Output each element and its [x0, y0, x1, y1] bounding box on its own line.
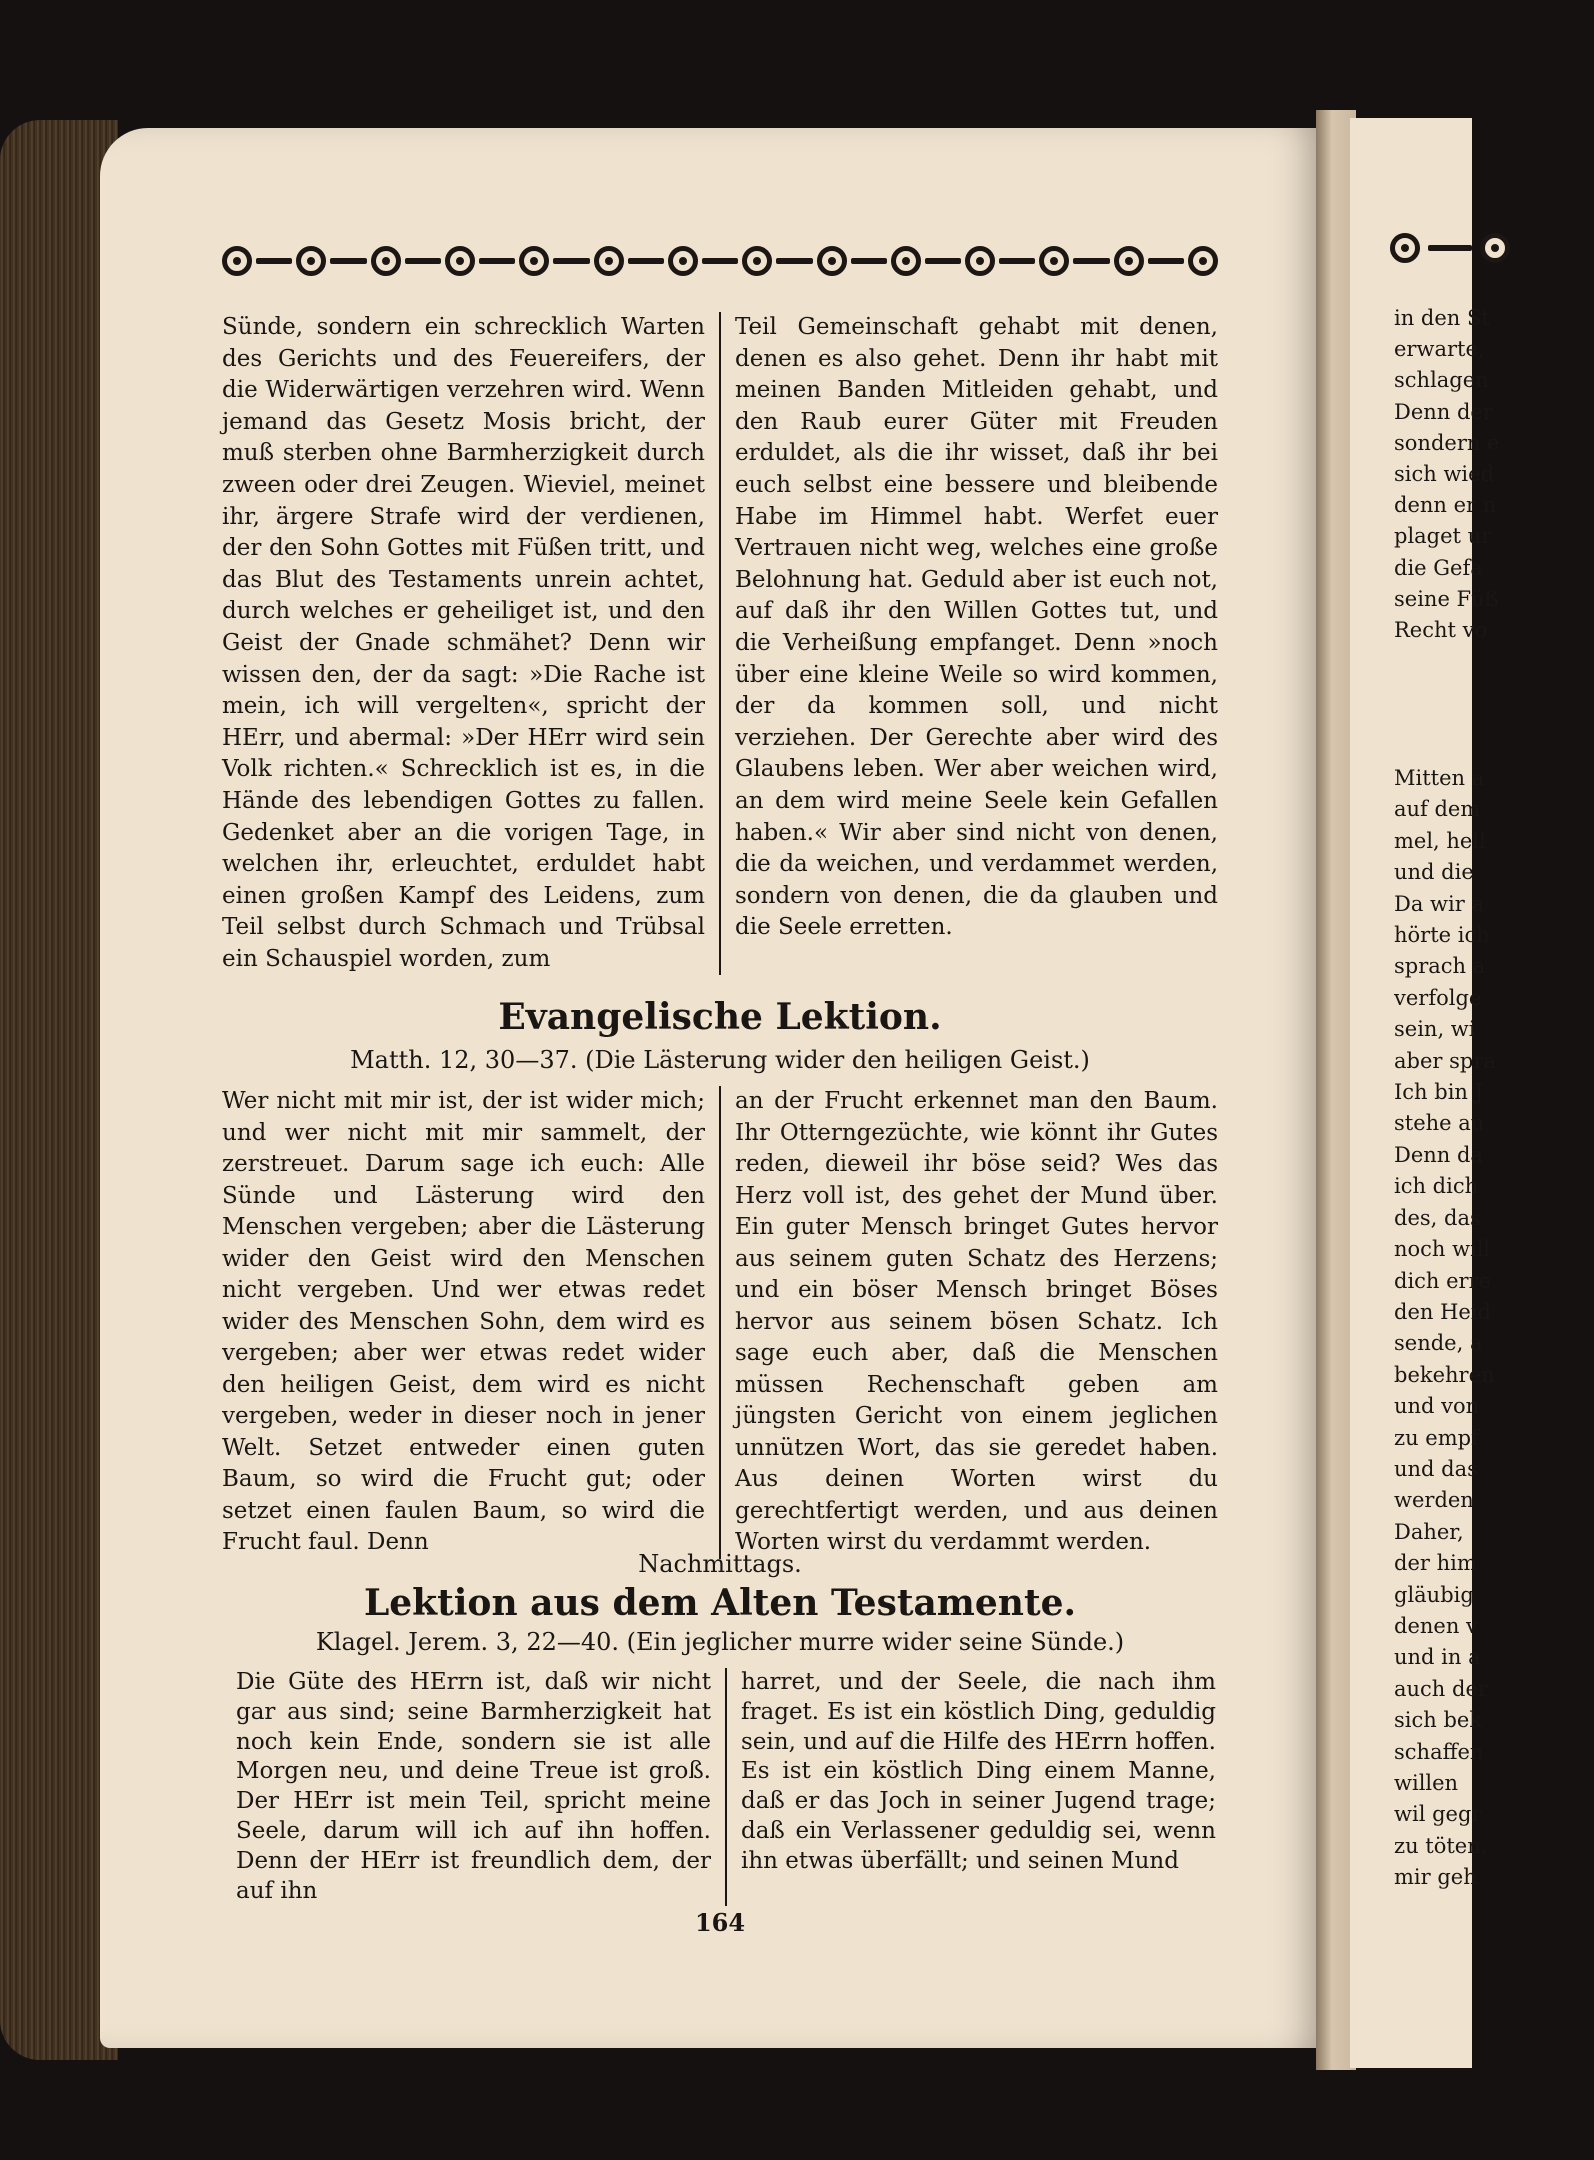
right-page-line: wil gegr [1394, 1802, 1482, 1827]
ornament-ring-icon [594, 246, 624, 276]
ot-text [236, 1668, 1216, 1906]
right-page-line: schaffen [1394, 1739, 1484, 1764]
ot-left-column [236, 1668, 711, 1906]
right-page-line: Denn der [1394, 399, 1493, 424]
right-page-line: erwarte, [1394, 337, 1485, 362]
column-rule [719, 1086, 721, 1559]
right-page-line: Denn da [1394, 1142, 1483, 1167]
gospel-left-column [222, 1086, 705, 1559]
right-page-line: ich dich [1394, 1174, 1479, 1199]
right-page-line: und das [1394, 1456, 1478, 1481]
right-page-line: Mitten a [1394, 766, 1485, 790]
right-page-line: werden [1394, 1488, 1474, 1513]
right-page-line: zu töten, [1394, 1833, 1488, 1858]
ot-left-text: Die Güte des HErrn ist, daß wir nicht gar aus sind; seine Barmherzigkeit hat noch kein Ende, sondern sie ist alle Morgen neu, und deine Treue ist groß. Der HErr ist mein Teil, spricht meine Seele, darum will ich auf ihn hoffen. Denn der HErr ist freundlich dem, der auf ihn [236, 1669, 711, 1904]
right-page-line: sende, a [1394, 1331, 1483, 1356]
right-page-line: sprach a [1394, 954, 1486, 979]
column-rule [719, 312, 721, 975]
right-page-line: des, das [1394, 1205, 1481, 1230]
ot-reference: Klagel. Jerem. 3, 22—40. (Ein jeglicher murre wider seine Sünde.) [315, 1628, 1125, 1656]
ornament-bar [1148, 258, 1184, 264]
ornament-ring-icon [222, 246, 252, 276]
section-1-left-column [222, 312, 705, 975]
right-page-line: mel, hell [1394, 828, 1486, 853]
right-page-line: Da wir a [1394, 891, 1484, 916]
right-page-line: die Gefa [1394, 555, 1483, 580]
right-page-line: mir geh [1394, 1865, 1477, 1890]
right-page-ornament [1390, 233, 1510, 263]
ornament-bar [851, 258, 887, 264]
right-page-partial [1350, 118, 1500, 2068]
ornament-ring-icon [1114, 246, 1144, 276]
ornament-bar [553, 258, 589, 264]
ot-subtitle: Nachmittags. [638, 1550, 802, 1578]
page-number: 164 [694, 1908, 746, 1937]
right-page-line: der him [1394, 1551, 1477, 1576]
right-page-line: sich bek [1394, 1708, 1483, 1733]
ornament-bar [776, 258, 812, 264]
ornament-bar [925, 258, 961, 264]
section-1-text [222, 312, 1218, 975]
right-page-line: sein, wi [1394, 1017, 1476, 1042]
ornament-ring-icon [1039, 246, 1069, 276]
right-page-line: und die [1394, 860, 1474, 885]
right-page-line: hörte ich [1394, 923, 1490, 948]
right-page-line: seine Füß [1394, 586, 1499, 611]
gospel-reference: Matth. 12, 30—37. (Die Lästerung wider den heiligen Geist.) [350, 1046, 1090, 1074]
ornament-ring-icon [1480, 233, 1510, 263]
right-page-line: noch will [1394, 1237, 1491, 1262]
ornament-bar [1428, 245, 1472, 251]
section-1-left-text: Sünde, sondern ein schrecklich Warten des Gerichts und des Feuereifers, der die Widerwärtigen verzehren wird. Wenn jemand das Gesetz Mosis bricht, der muß sterben ohne Barmherzigkeit durch zween oder drei Zeugen. Wieviel, meinet ihr, ärgere Strafe wird der verdienen, der den Sohn Gottes mit Füßen tritt, und das Blut des Testaments unrein achtet, durch welches er geheiliget ist, und den Geist der Gnade schmähet? Denn wir wissen den, der da sagt: »Die Rache ist mein, ich will vergelten«, spricht der HErr, und abermal: »Der HErr wird sein Volk richten.« Schrecklich ist es, in die Hände des lebendigen Gottes zu fallen. Gedenket aber an die vorigen Tage, in welchen ihr, erleuchtet, erduldet habt einen großen Kampf des Leidens, zum Teil selbst durch Schmach und Trübsal ein Schauspiel worden, zum [222, 314, 705, 972]
ornament-ring-icon [296, 246, 326, 276]
ornament-ring-icon [891, 246, 921, 276]
ornament-ring-icon [965, 246, 995, 276]
right-page-line: auf dem [1394, 797, 1481, 822]
right-page-line: schlagen [1394, 368, 1489, 393]
section-1-right-text: Teil Gemeinschaft gehabt mit denen, denen es also gehet. Denn ihr habt mit meinen Banden Mitleiden gehabt, und den Raub eurer Güter mit Freuden erduldet, als die ihr wisset, daß ihr bei euch selbst eine bessere und bleibende Habe im Himmel habt. Werfet euer Vertrauen nicht weg, welches eine große Belohnung hat. Geduld aber ist euch not, auf daß ihr den Willen Gottes tut, und die Verheißung empfanget. Denn »noch über eine kleine Weile so wird kommen, der da kommen soll, und nicht verziehen. Der Gerechte aber wird des Glaubens leben. Wer aber weichen wird, an dem wird meine Seele kein Gefallen haben.« Wir aber sind nicht von denen, die da weichen, und verdammet werden, sondern von denen, die da glauben und die Seele erretten. [735, 314, 1218, 941]
ornament-ring-icon [371, 246, 401, 276]
right-page-line: bekehren [1394, 1362, 1495, 1387]
right-page-top-lines [1394, 303, 1594, 646]
ornament-ring-icon [1390, 233, 1420, 263]
right-page-line: denn er n [1394, 493, 1497, 518]
ornament-ring-icon [1188, 246, 1218, 276]
right-page-line: zu empf [1394, 1425, 1479, 1450]
right-page-line: dich erre [1394, 1268, 1492, 1293]
right-page-line: stehe au [1394, 1111, 1485, 1136]
ornament-ring-icon [668, 246, 698, 276]
section-1-right-column [735, 312, 1218, 975]
right-page-line: den Heid [1394, 1299, 1491, 1324]
right-page-line: gläubig [1394, 1582, 1474, 1607]
right-page-bottom-lines [1394, 763, 1594, 1894]
ornament-bar [628, 258, 664, 264]
gospel-right-text: an der Frucht erkennet man den Baum. Ihr Otterngezüchte, wie könnt ihr Gutes reden, dieweil ihr böse seid? Wes das Herz voll ist, des gehet der Mund über. Ein guter Mensch bringet Gutes hervor aus seinem guten Schatz des Herzens; und ein böser Mensch bringet Böses hervor aus seinem bösen Schatz. Ich sage euch aber, daß die Menschen müssen Rechenschaft geben am jüngsten Gericht von einem jeglichen unnützen Wort, das sie geredet haben. Aus deinen Worten wirst du gerechtfertigt werden, und aus deinen Worten wirst du verdammt werden. [735, 1088, 1218, 1555]
right-page-line: sondern e [1394, 430, 1500, 455]
ornament-bar [1073, 258, 1109, 264]
right-page-line: Daher, [1394, 1519, 1464, 1544]
right-page-line: aber spra [1394, 1048, 1496, 1073]
right-page-line: Ich bin J [1394, 1080, 1484, 1105]
gospel-right-column [735, 1086, 1218, 1559]
gospel-text [222, 1086, 1218, 1559]
header-ornament-band [222, 243, 1218, 279]
ornament-bar [405, 258, 441, 264]
ornament-ring-icon [519, 246, 549, 276]
ornament-bar [256, 258, 292, 264]
ot-title: Lektion aus dem Alten Testamente. [363, 1582, 1077, 1624]
right-page-line: sich wied [1394, 462, 1495, 487]
right-page-line: Recht vo [1394, 618, 1488, 643]
right-page-line: und in a [1394, 1645, 1481, 1670]
gospel-left-text: Wer nicht mit mir ist, der ist wider mich; und wer nicht mit mir sammelt, der zerstreuet. Darum sage ich euch: Alle Sünde und Lästerung wird den Menschen vergeben; aber die Lästerung wider den Geist wird den Menschen nicht vergeben. Und wer etwas redet wider des Menschen Sohn, dem wird es vergeben; aber wer etwas redet wider den heiligen Geist, dem wird es nicht vergeben, weder in dieser noch in jener Welt. Setzet entweder einen guten Baum, so wird die Frucht gut; oder setzet einen faulen Baum, so wird die Frucht faul. Denn [222, 1088, 705, 1555]
ot-right-column [741, 1668, 1216, 1906]
right-page-line: denen v [1394, 1613, 1478, 1638]
gospel-title: Evangelische Lektion. [498, 996, 942, 1038]
right-page-line: willen [1394, 1771, 1459, 1795]
ornament-ring-icon [817, 246, 847, 276]
ornament-bar [479, 258, 515, 264]
ornament-ring-icon [445, 246, 475, 276]
right-page-line: verfolge [1394, 985, 1482, 1010]
ornament-bar [702, 258, 738, 264]
ornament-bar [999, 258, 1035, 264]
column-rule [725, 1668, 727, 1906]
right-page-line: und von [1394, 1394, 1480, 1419]
ot-right-text: harret, und der Seele, die nach ihm fraget. Es ist ein köstlich Ding, geduldig sein, und auf die Hilfe des HErrn hoffen. Es ist ein köstlich Ding einem Manne, daß er das Joch in seiner Jugend trage; daß ein Verlassener geduldig sei, wenn ihn etwas überfällt; und seinen Mund [741, 1669, 1216, 1874]
right-page-line: in den St [1394, 306, 1490, 330]
ornament-ring-icon [742, 246, 772, 276]
right-page-line: plaget ur [1394, 524, 1492, 549]
ornament-bar [330, 258, 366, 264]
right-page-line: auch der [1394, 1676, 1488, 1701]
